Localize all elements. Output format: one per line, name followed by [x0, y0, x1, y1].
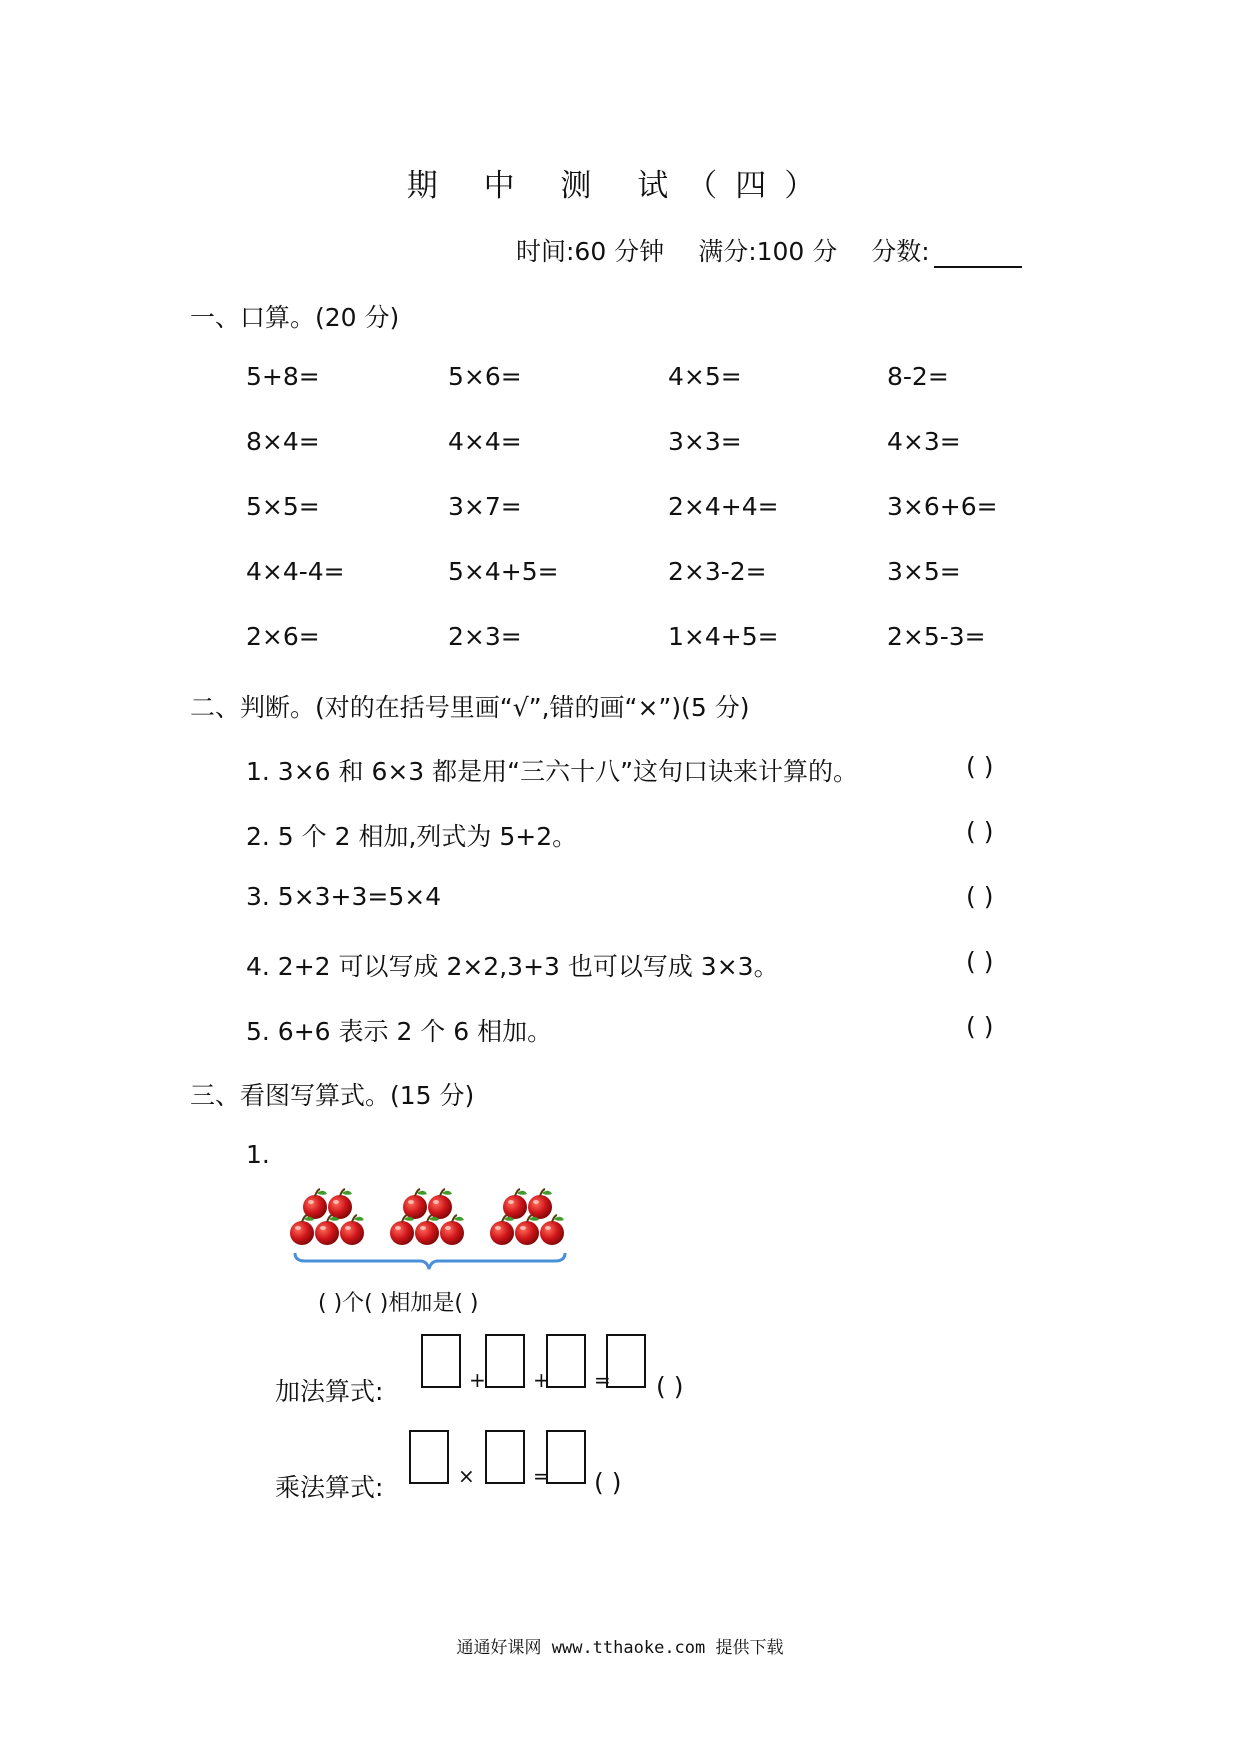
exam-meta	[516, 232, 1022, 268]
section-1-heading: 一、口算。(20 分)	[190, 303, 400, 332]
section-2-heading: 二、判断。(对的在括号里画“√”,错的画“×”)(5 分)	[190, 693, 750, 722]
addition-answer-paren[interactable]: ( )	[656, 1372, 684, 1401]
footer-credit: 通通好课网 www.tthaoke.com 提供下载	[456, 1638, 784, 1658]
addition-box-1[interactable]	[421, 1334, 461, 1388]
calc-item: 2×3-2=	[668, 557, 767, 586]
answer-parenthesis[interactable]: ( )	[966, 817, 994, 846]
apple-group-2	[390, 1189, 464, 1245]
judgement-item: 4. 2+2 可以写成 2×2,3+3 也可以写成 3×3。	[246, 952, 779, 981]
multiplication-box-1[interactable]	[409, 1430, 449, 1484]
addition-box-3[interactable]	[546, 1334, 586, 1388]
curly-brace	[295, 1253, 565, 1269]
answer-parenthesis[interactable]: ( )	[966, 1012, 994, 1041]
calc-item: 8-2=	[887, 362, 949, 391]
score-blank[interactable]	[934, 240, 1022, 268]
apple-group-3	[490, 1189, 564, 1245]
calc-item: 3×7=	[448, 492, 522, 521]
calc-item: 5+8=	[246, 362, 320, 391]
calc-item: 2×3=	[448, 622, 522, 651]
answer-parenthesis[interactable]: ( )	[966, 752, 994, 781]
calc-item: 2×4+4=	[668, 492, 779, 521]
calc-item: 4×4-4=	[246, 557, 345, 586]
judgement-item: 3. 5×3+3=5×4	[246, 882, 442, 911]
calc-item: 2×5-3=	[887, 622, 986, 651]
calc-item: 5×4+5=	[448, 557, 559, 586]
calc-item: 1×4+5=	[668, 622, 779, 651]
calc-item: 3×6+6=	[887, 492, 998, 521]
multiplication-answer-paren[interactable]: ( )	[594, 1468, 622, 1497]
apple-caption: ( )个( )相加是( )	[318, 1291, 479, 1316]
addition-box-2[interactable]	[485, 1334, 525, 1388]
calc-item: 4×3=	[887, 427, 961, 456]
full-score: 满分:100 分	[698, 237, 838, 266]
addition-box-4[interactable]	[606, 1334, 646, 1388]
equals-sign: =	[594, 1368, 611, 1392]
multiplication-box-3[interactable]	[546, 1430, 586, 1484]
calc-item: 8×4=	[246, 427, 320, 456]
calc-item: 4×4=	[448, 427, 522, 456]
equals-sign: =	[533, 1464, 550, 1488]
answer-parenthesis[interactable]: ( )	[966, 882, 994, 911]
section-3-heading: 三、看图写算式。(15 分)	[190, 1081, 475, 1110]
plus-sign: +	[469, 1368, 486, 1392]
judgement-item: 1. 3×6 和 6×3 都是用“三六十八”这句口诀来计算的。	[246, 757, 859, 786]
answer-parenthesis[interactable]: ( )	[966, 947, 994, 976]
apple-group-1	[290, 1189, 364, 1245]
judgement-item: 2. 5 个 2 相加,列式为 5+2。	[246, 822, 578, 851]
calc-item: 5×5=	[246, 492, 320, 521]
calc-item: 4×5=	[668, 362, 742, 391]
calc-item: 2×6=	[246, 622, 320, 651]
calc-item: 3×3=	[668, 427, 742, 456]
calc-item: 3×5=	[887, 557, 961, 586]
judgement-item: 5. 6+6 表示 2 个 6 相加。	[246, 1017, 553, 1046]
calc-item: 5×6=	[448, 362, 522, 391]
multiplication-label: 乘法算式:	[275, 1473, 384, 1502]
addition-label: 加法算式:	[275, 1377, 384, 1406]
plus-sign: +	[533, 1368, 550, 1392]
time-limit: 时间:60 分钟	[516, 237, 665, 266]
question-1-label: 1.	[246, 1140, 270, 1169]
score-label: 分数:	[871, 237, 930, 266]
times-sign: ×	[458, 1464, 475, 1488]
multiplication-box-2[interactable]	[485, 1430, 525, 1484]
apple-picture	[285, 1185, 585, 1285]
page-title: 期 中 测 试（四）	[406, 168, 834, 204]
